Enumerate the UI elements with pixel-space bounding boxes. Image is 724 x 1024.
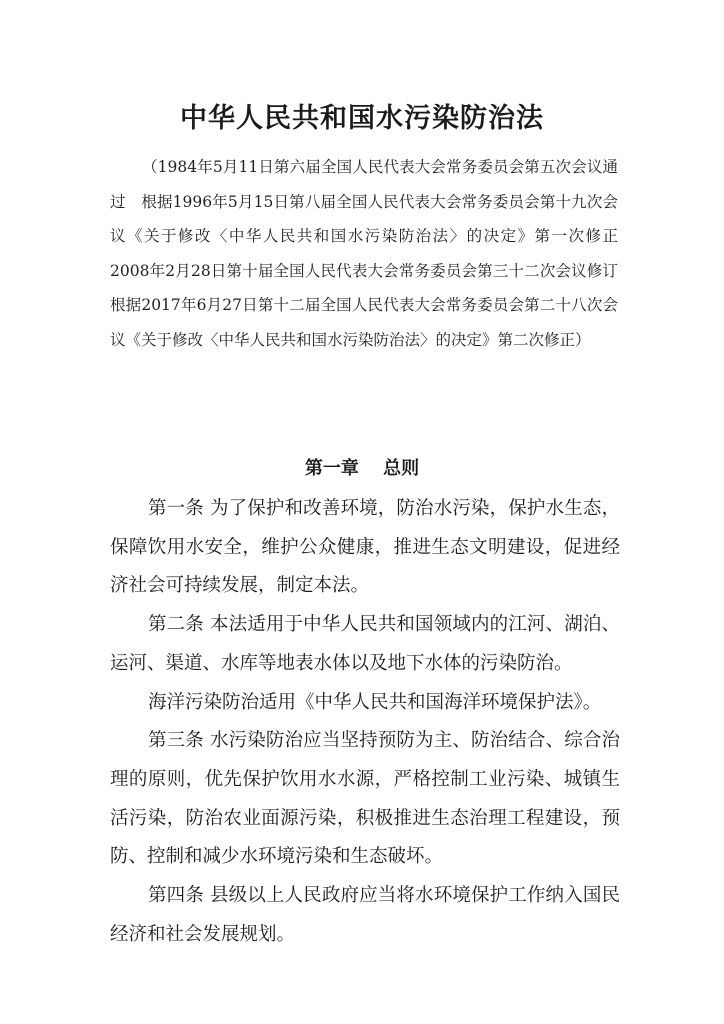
- article-2: 第二条 本法适用于中华人民共和国领域内的江河、湖泊、运河、渠道、水库等地表水体以及地下水体的污染防治。: [110, 614, 620, 674]
- document-title: 中华人民共和国水污染防治法: [180, 103, 544, 134]
- article-1: 第一条 为了保护和改善环境，防治水污染，保护水生态，保障饮用水安全，维护公众健康，推进生态文明建设，促进经济社会可持续发展，制定本法。: [110, 498, 620, 597]
- article-list: [110, 490, 620, 954]
- article-3: 第三条 水污染防治应当坚持预防为主、防治结合、综合治理的原则，优先保护饮用水水源，严格控制工业污染、城镇生活污染，防治农业面源污染，积极推进生态治理工程建设，预防、控制和减少水环境污染和生态破坏。: [110, 730, 620, 868]
- article-2-paragraph-2: 海洋污染防治适用《中华人民共和国海洋环境保护法》。: [148, 691, 602, 713]
- legislative-history-note: （1984年5月11日第六届全国人民代表大会常务委员会第五次会议通过 根据1996年5月15日第八届全国人民代表大会常务委员会第十九次会议《关于修改〈中华人民共和国水污染防治法〉的决定》第一次修正 2008年2月28日第十届全国人民代表大会常务委员会第三十二次会议修订 根据2017年6月27日第十二届全国人民代表大会常务委员会第二十八次会议《关于修改〈中华人民共和国水污染防治法〉的决定》第二次修正）: [110, 158, 634, 349]
- article-4: 第四条 县级以上人民政府应当将水环境保护工作纳入国民经济和社会发展规划。: [110, 885, 620, 945]
- chapter-heading: 第一章 总则: [304, 458, 420, 479]
